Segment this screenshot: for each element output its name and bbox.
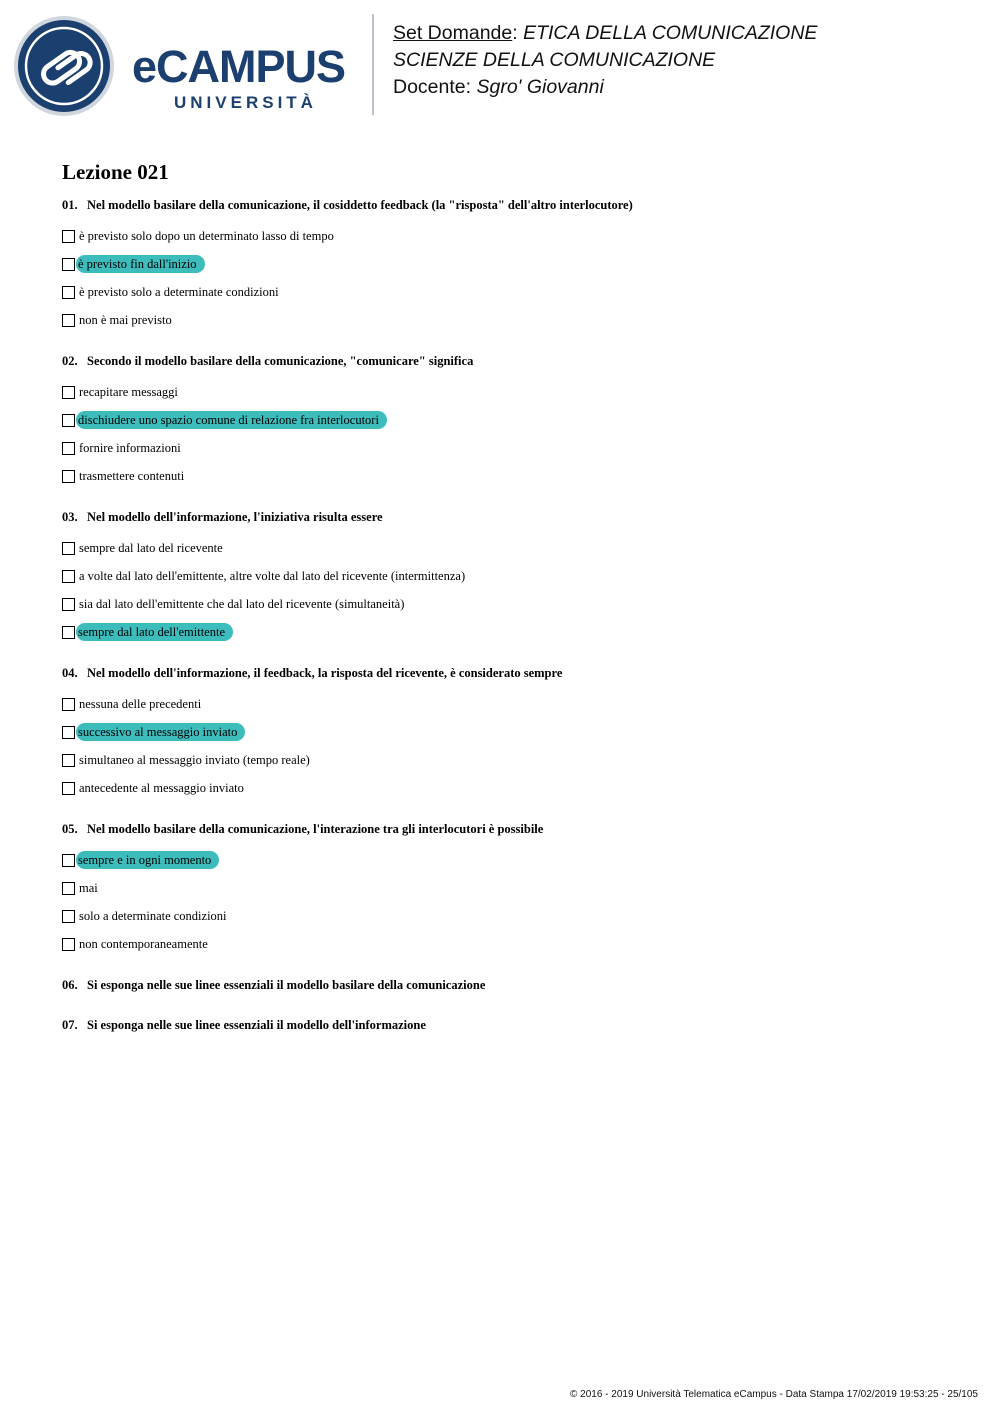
answer-checkbox[interactable]: [62, 230, 75, 243]
question-text: [62, 664, 962, 682]
teacher-label: Docente:: [393, 76, 472, 98]
question-block: [62, 820, 962, 958]
question-label: Si esponga nelle sue linee essenziali il modello dell'informazione: [87, 1018, 426, 1032]
question-number: 01.: [62, 198, 78, 212]
header-divider: [372, 14, 374, 115]
page-footer: © 2016 - 2019 Università Telematica eCampus - Data Stampa 17/02/2019 19:53:25 - 25/105: [570, 1389, 978, 1400]
teacher-line: [393, 74, 817, 101]
answer-text-correct: sempre e in ogni momento: [76, 851, 219, 869]
answer-checkbox[interactable]: [62, 314, 75, 327]
answer-text: sia dal lato dell'emittente che dal lato del ricevente (simultaneità): [79, 597, 405, 611]
answer-checkbox[interactable]: [62, 470, 75, 483]
answer-text-correct: dischiudere uno spazio comune di relazione fra interlocutori: [76, 411, 387, 429]
answer-option[interactable]: [62, 462, 962, 490]
answer-text: a volte dal lato dell'emittente, altre volte dal lato del ricevente (intermittenza): [79, 569, 466, 583]
answer-option[interactable]: [62, 874, 962, 902]
set-line: Set Domande: ETICA DELLA COMUNICAZIONE: [393, 22, 818, 44]
answer-checkbox[interactable]: [62, 854, 75, 867]
answer-option[interactable]: [62, 306, 962, 334]
answer-text: simultaneo al messaggio inviato (tempo reale): [79, 753, 310, 767]
answer-option[interactable]: [62, 774, 962, 802]
question-block: [62, 352, 962, 490]
question-text: [62, 196, 962, 214]
logo-wordmark: eCAMPUS: [132, 41, 346, 92]
answer-checkbox[interactable]: [62, 542, 75, 555]
answer-checkbox[interactable]: [62, 598, 75, 611]
question-text: [62, 508, 962, 526]
answer-option[interactable]: [62, 378, 962, 406]
answer-option[interactable]: [62, 902, 962, 930]
question-number: 04.: [62, 666, 78, 680]
answer-option[interactable]: [62, 718, 962, 746]
answer-text: sempre dal lato del ricevente: [79, 541, 223, 555]
question-label: Nel modello basilare della comunicazione, il cosiddetto feedback (la "risposta" dell'altro interlocutore): [87, 198, 633, 212]
answer-option[interactable]: [62, 406, 962, 434]
page-header: [0, 0, 1000, 130]
answer-checkbox[interactable]: [62, 626, 75, 639]
answer-option[interactable]: [62, 690, 962, 718]
answer-checkbox[interactable]: [62, 882, 75, 895]
answer-checkbox[interactable]: [62, 414, 75, 427]
set-label: Set Domande: [393, 22, 513, 44]
question-label: Nel modello basilare della comunicazione, l'interazione tra gli interlocutori è possibile: [87, 822, 544, 836]
answer-text-correct: successivo al messaggio inviato: [76, 723, 245, 741]
answer-text: antecedente al messaggio inviato: [79, 781, 244, 795]
answer-text: è previsto solo dopo un determinato lasso di tempo: [79, 229, 334, 243]
open-question: [62, 1016, 962, 1034]
lesson-title: Lezione 021: [62, 160, 169, 184]
answer-checkbox[interactable]: [62, 782, 75, 795]
answer-checkbox[interactable]: [62, 938, 75, 951]
answer-option[interactable]: [62, 250, 962, 278]
answer-option[interactable]: [62, 930, 962, 958]
answer-text: trasmettere contenuti: [79, 469, 185, 483]
logo-subtext: UNIVERSITÀ: [174, 93, 317, 112]
answer-text: recapitare messaggi: [79, 385, 178, 399]
answer-checkbox[interactable]: [62, 286, 75, 299]
answer-option[interactable]: [62, 562, 962, 590]
question-number: 03.: [62, 510, 78, 524]
answer-checkbox[interactable]: [62, 698, 75, 711]
answer-checkbox[interactable]: [62, 570, 75, 583]
answer-text-correct: è previsto fin dall'inizio: [76, 255, 205, 273]
answer-option[interactable]: [62, 846, 962, 874]
answer-checkbox[interactable]: [62, 442, 75, 455]
question-number: 07.: [62, 1018, 78, 1032]
answer-option[interactable]: [62, 278, 962, 306]
teacher-name: Sgro' Giovanni: [476, 76, 604, 98]
answer-text: non è mai previsto: [79, 313, 172, 327]
question-label: Nel modello dell'informazione, l'iniziativa risulta essere: [87, 510, 383, 524]
question-text: [62, 820, 962, 838]
answer-text: solo a determinate condizioni: [79, 909, 227, 923]
open-question: [62, 976, 962, 994]
answer-text: nessuna delle precedenti: [79, 697, 202, 711]
answer-option[interactable]: [62, 590, 962, 618]
question-number: 02.: [62, 354, 78, 368]
answer-option[interactable]: [62, 222, 962, 250]
question-label: Nel modello dell'informazione, il feedback, la risposta del ricevente, è considerato sempre: [87, 666, 563, 680]
course-name: SCIENZE DELLA COMUNICAZIONE: [393, 49, 716, 71]
header-info: [393, 20, 817, 101]
question-label: Si esponga nelle sue linee essenziali il modello basilare della comunicazione: [87, 978, 486, 992]
answer-option[interactable]: [62, 618, 962, 646]
question-block: [62, 508, 962, 646]
answer-checkbox[interactable]: [62, 258, 75, 271]
ecampus-logo: [14, 14, 359, 118]
set-title: ETICA DELLA COMUNICAZIONE: [523, 22, 818, 44]
answer-checkbox[interactable]: [62, 910, 75, 923]
answer-option[interactable]: [62, 534, 962, 562]
answer-option[interactable]: [62, 746, 962, 774]
question-number: 05.: [62, 822, 78, 836]
question-text: [62, 352, 962, 370]
answer-text: mai: [79, 881, 98, 895]
answer-text: non contemporaneamente: [79, 937, 208, 951]
answer-text: fornire informazioni: [79, 441, 181, 455]
answer-checkbox[interactable]: [62, 754, 75, 767]
open-question-list: [62, 976, 962, 1034]
answer-checkbox[interactable]: [62, 726, 75, 739]
questions-container: [62, 196, 962, 1056]
answer-text: è previsto solo a determinate condizioni: [79, 285, 279, 299]
question-block: [62, 664, 962, 802]
answer-option[interactable]: [62, 434, 962, 462]
question-number: 06.: [62, 978, 78, 992]
question-label: Secondo il modello basilare della comunicazione, "comunicare" significa: [87, 354, 474, 368]
question-block: [62, 196, 962, 334]
question-list: [62, 196, 962, 958]
answer-checkbox[interactable]: [62, 386, 75, 399]
answer-text-correct: sempre dal lato dell'emittente: [76, 623, 233, 641]
